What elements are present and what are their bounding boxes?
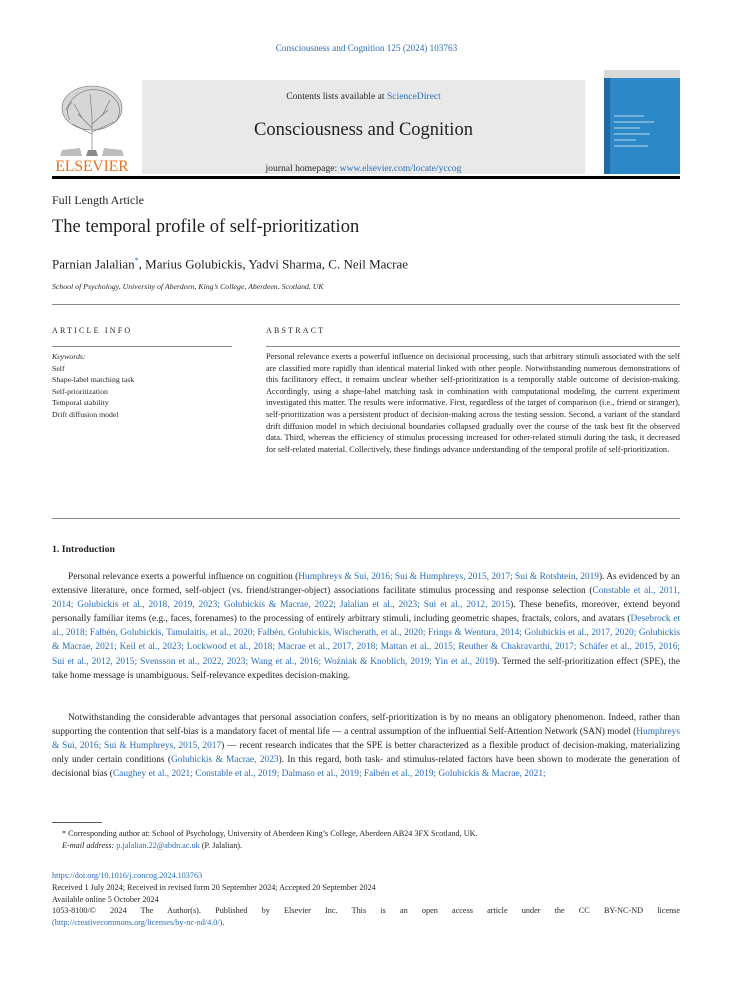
footnote-divider xyxy=(52,822,102,823)
article-title: The temporal profile of self-prioritization xyxy=(52,217,360,237)
cover-left-band xyxy=(604,78,610,174)
paragraph-text: ). Termed the self-prioritization effect (SPE), the take home message is unambiguous. Self-relevance expedites decision-making. xyxy=(52,656,680,681)
abstract-divider xyxy=(266,346,680,347)
keywords-block xyxy=(52,351,232,421)
available-online-date: Available online 5 October 2024 xyxy=(52,894,159,904)
contents-prefix: Contents lists available at xyxy=(286,91,387,102)
elsevier-logo xyxy=(52,80,132,174)
publication-info xyxy=(52,870,680,929)
paragraph-text: ). As evidenced by an extensive literature, once formed, self-object (vs. friend/stranger-object) associations facilitate stimulus processing and response selection ( xyxy=(52,572,680,597)
keyword-item: Temporal stability xyxy=(52,398,109,408)
received-dates: Received 1 July 2024; Received in revised form 20 September 2024; Accepted 20 September 2024 xyxy=(52,882,376,892)
paragraph-text: ). These benefits, moreover, extend beyond personally familiar items (e.g., faces, forenames) to the processing of entirely arbitrary stimuli, including geometric shapes, fractals, colors, and avatars ( xyxy=(52,600,680,625)
license-end: . xyxy=(222,918,225,928)
homepage-line xyxy=(142,163,585,174)
paragraph-text: Personal relevance exerts a powerful influence on cognition ( xyxy=(68,572,299,582)
citation-link[interactable]: Desebrock et al., 2018; Falbén, Golubickis, Tamulaitis, et al., 2020; Falbén, Golubickis, Wischerath, et al., 2020; Frings & Wentura, 2014; Golubickis et al., 2017, 2020; Golubickis & Macrae, 2021; Keil et al., 2023; Lockwood et al., 2018; Macrae et al., 2017, 2018; Mattan et al., 2015; Reuther & Chakravarthi, 2017; Schäfer et al., 2015, 2016; Sui et al., 2012, 2015; Svensson et al., 2022, 2023; Wang et al., 2016; Woźniak & Knoblich, 2019; Yin et al., 2019 xyxy=(52,614,680,667)
article-type: Full Length Article xyxy=(52,193,144,207)
author-name[interactable]: C. Neil Macrae xyxy=(328,256,409,272)
elsevier-wordmark: ELSEVIER xyxy=(55,158,129,174)
author-list: Parnian Jalalian*, Marius Golubickis, Yadvi Sharma, C. Neil Macrae xyxy=(52,256,409,272)
footnote-mark: * xyxy=(62,829,67,838)
section-heading-introduction: 1. Introduction xyxy=(52,544,115,555)
intro-paragraph-2 xyxy=(52,711,680,781)
paragraph-text: Notwithstanding the considerable advantages that personal association confers, self-prioritization is by no means an obligatory phenomenon. Indeed, rather than supporting the contention that self-bias is a mandatory facet of mental life — a central assumption of the influential Self-Attention Network (SAN) model ( xyxy=(52,713,680,738)
citation-link[interactable]: Humphreys & Sui, 2016; Sui & Humphreys, 2015, 2017 xyxy=(52,727,680,752)
masthead-banner xyxy=(142,80,585,174)
article-info-divider xyxy=(52,346,232,347)
homepage-link[interactable]: www.elsevier.com/locate/yccog xyxy=(339,163,462,174)
sciencedirect-link[interactable]: ScienceDirect xyxy=(386,91,441,102)
paragraph-text: ). In this regard, both task- and stimulus-related factors have been shown to moderate the generation of decisional bias ( xyxy=(52,755,680,780)
keyword-item: Drift diffusion model xyxy=(52,409,119,419)
intro-paragraph-1 xyxy=(52,570,680,683)
author-name[interactable]: Yadvi Sharma xyxy=(248,256,322,272)
journal-title: Consciousness and Cognition xyxy=(254,120,473,140)
journal-cover-icon[interactable] xyxy=(604,70,680,174)
corresponding-author-mark[interactable]: * xyxy=(134,256,139,265)
cover-lines-icon xyxy=(614,114,664,160)
author-name[interactable]: Parnian Jalalian xyxy=(52,256,135,272)
email-link[interactable]: p.jalalian.22@abdn.ac.uk xyxy=(116,841,200,850)
abstract-heading: ABSTRACT xyxy=(266,326,326,335)
paragraph-text: ) — recent research indicates that the SPE is better characterized as a flexible product of decision-making, materializing only under certain conditions ( xyxy=(52,741,680,766)
license-link[interactable]: (http://creativecommons.org/licenses/by-nc-nd/4.0/) xyxy=(52,918,223,928)
abstract-bottom-divider xyxy=(52,518,680,519)
citation-link[interactable]: Humphreys & Sui, 2016; Sui & Humphreys, 2015, 2017; Sui & Rotshtein, 2019 xyxy=(298,572,599,582)
keyword-item: Self-prioritization xyxy=(52,386,108,396)
license-text: 1053-8100/© 2024 The Author(s). Published by Elsevier Inc. This is an open access article under the CC BY-NC-ND license xyxy=(52,906,680,916)
header-divider xyxy=(52,304,680,305)
journal-reference[interactable]: Consciousness and Cognition 125 (2024) 103763 xyxy=(275,43,458,53)
corresponding-author-footnote xyxy=(52,828,680,852)
keyword-item: Shape-label matching task xyxy=(52,375,135,385)
footnote-text: Corresponding author at: School of Psychology, University of Aberdeen King’s College, Aberdeen AB24 3FX Scotland, UK. xyxy=(66,829,478,838)
keywords-label: Keywords: xyxy=(52,352,86,361)
article-info-heading: ARTICLE INFO xyxy=(52,326,133,335)
citation-link[interactable]: Caughey et al., 2021; Constable et al., 2019; Dalmaso et al., 2019; Falbén et al., 2019; Golubickis & Macrae, 2021; xyxy=(112,769,546,780)
author-name[interactable]: Marius Golubickis xyxy=(145,256,243,272)
doi-link[interactable]: https://doi.org/10.1016/j.concog.2024.103763 xyxy=(52,871,203,880)
journal-masthead xyxy=(52,70,680,174)
citation-link[interactable]: Golubickis & Macrae, 2023 xyxy=(170,755,279,766)
cover-top-strip xyxy=(604,70,680,78)
citation-link[interactable]: Constable et al., 2011, 2014; Golubickis et al., 2018, 2019, 2023; Golubickis & Macrae, 2022; Jalalian et al., 2023; Sui et al., 2012, 2015 xyxy=(52,586,680,611)
masthead-divider xyxy=(52,176,680,179)
email-suffix: (P. Jalalian). xyxy=(199,841,243,850)
email-label: E-mail address: xyxy=(62,841,115,850)
contents-line xyxy=(142,91,585,102)
homepage-prefix: journal homepage: xyxy=(265,163,340,174)
elsevier-tree-logo-icon xyxy=(52,80,132,174)
keyword-item: Self xyxy=(52,363,65,373)
abstract-text: Personal relevance exerts a powerful influence on decisional processing, such that arbitrary stimuli associated with the self are classified more rapidly than identical material linked with other people. Notwithstanding numerous demonstrations of this facilitatory effect, it remains unclear whether self-prioritization is a temporally stable outcome of decision-making. Accordingly, using a shape-label matching task in combination with computational modeling, the current experiment investigated this matter. The results were informative. First, regardless of the target of comparison (i.e., friend or stranger), self-prioritization was a persistent product of decision-making across the testing session. Second, a variant of the standard drift diffusion model in which decisional boundaries collapsed gradually over the course of the task best fit the observed data. Third, whereas the efficiency of stimulus processing increased for other-related stimuli during the task, it decreased for self-related material. Collectively, these findings advance understanding of the temporal profile of self-prioritization. xyxy=(266,352,680,454)
affiliation: School of Psychology, University of Aberdeen, King’s College, Aberdeen, Scotland, UK xyxy=(52,282,324,291)
